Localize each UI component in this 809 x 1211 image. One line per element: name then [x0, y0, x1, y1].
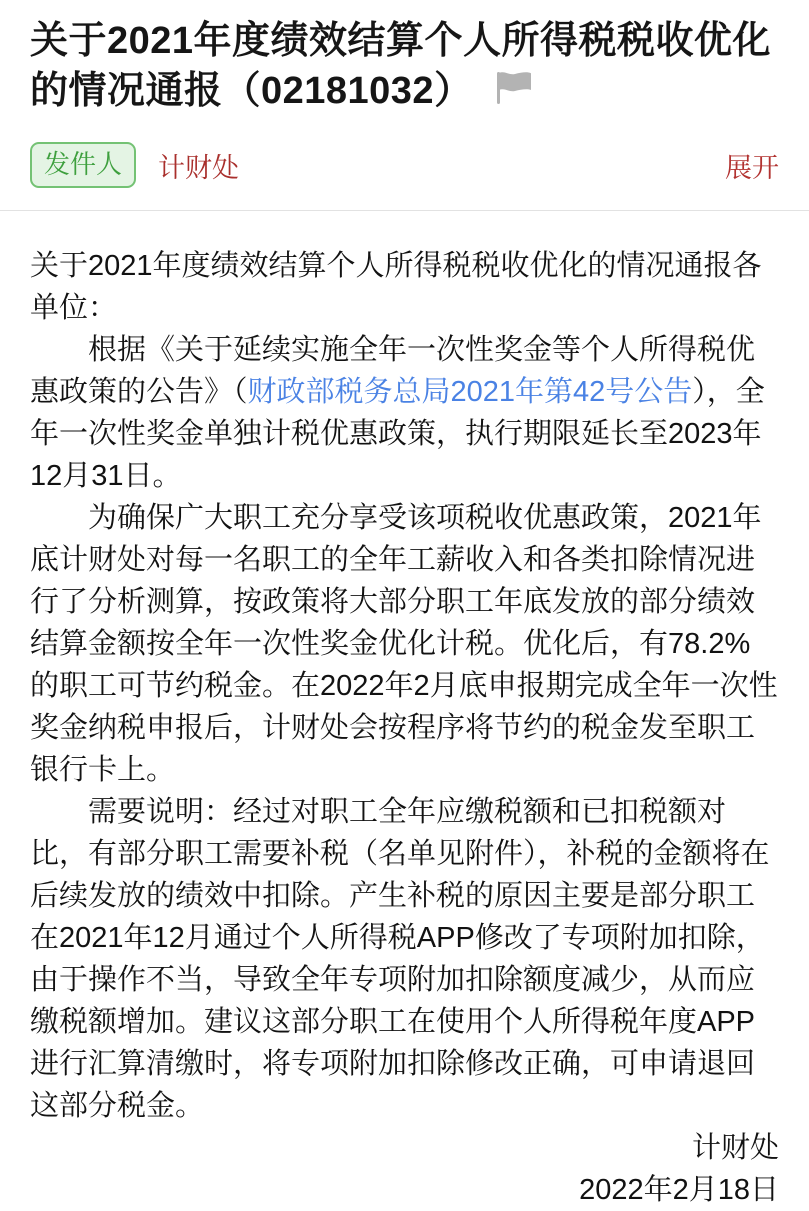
paragraph-note: 需要说明：经过对职工全年应缴税额和已扣税额对比，有部分职工需要补税（名单见附件），补税的金额将在后续发放的绩效中扣除。产生补税的原因主要是部分职工在2021年12月通过个人所得税APP修改了专项附加扣除，由于操作不当，导致全年专项附加扣除额度减少，从而应缴税额增加。建议这部分职工在使用个人所得税年度APP进行汇算清缴时，将专项附加扣除修改正确，可申请退回这部分税金。 — [30, 796, 770, 1122]
paragraph-policy-after-link: ），全年一次性奖金单独计税优惠政策，执行期限延长至2023年12月31日。 — [30, 376, 765, 492]
sender-name[interactable]: 计财处 — [158, 152, 240, 183]
expand-button[interactable]: 展开 — [725, 152, 779, 183]
mail-body — [0, 211, 809, 1211]
policy-announcement-link[interactable]: 财政部税务总局2021年第42号公告 — [247, 376, 693, 408]
salutation: 关于2021年度绩效结算个人所得税税收优化的情况通报各单位： — [30, 250, 762, 324]
page-title-text: 关于2021年度绩效结算个人所得税税收优化的情况通报（02181032） — [30, 20, 772, 112]
sender-row — [30, 142, 779, 188]
page-title — [30, 16, 779, 116]
signature-department: 计财处 — [691, 1132, 779, 1164]
paragraph-policy — [30, 329, 779, 497]
flag-icon[interactable] — [491, 69, 533, 105]
signature-date: 2022年2月18日 — [579, 1174, 779, 1206]
paragraph-policy-before-link: 根据《关于延续实施全年一次性奖金等个人所得税优惠政策的公告》（ — [30, 334, 756, 408]
sender-badge: 发件人 — [30, 142, 136, 188]
mail-header — [0, 0, 809, 211]
paragraph-optimization: 为确保广大职工充分享受该项税收优惠政策，2021年底计财处对每一名职工的全年工薪收入和各类扣除情况进行了分析测算，按政策将大部分职工年底发放的部分绩效结算金额按全年一次性奖金优化计税。优化后，有78.2%的职工可节约税金。在2022年2月底申报期完成全年一次性奖金纳税申报后，计财处会按程序将节约的税金发至职工银行卡上。 — [30, 502, 778, 786]
